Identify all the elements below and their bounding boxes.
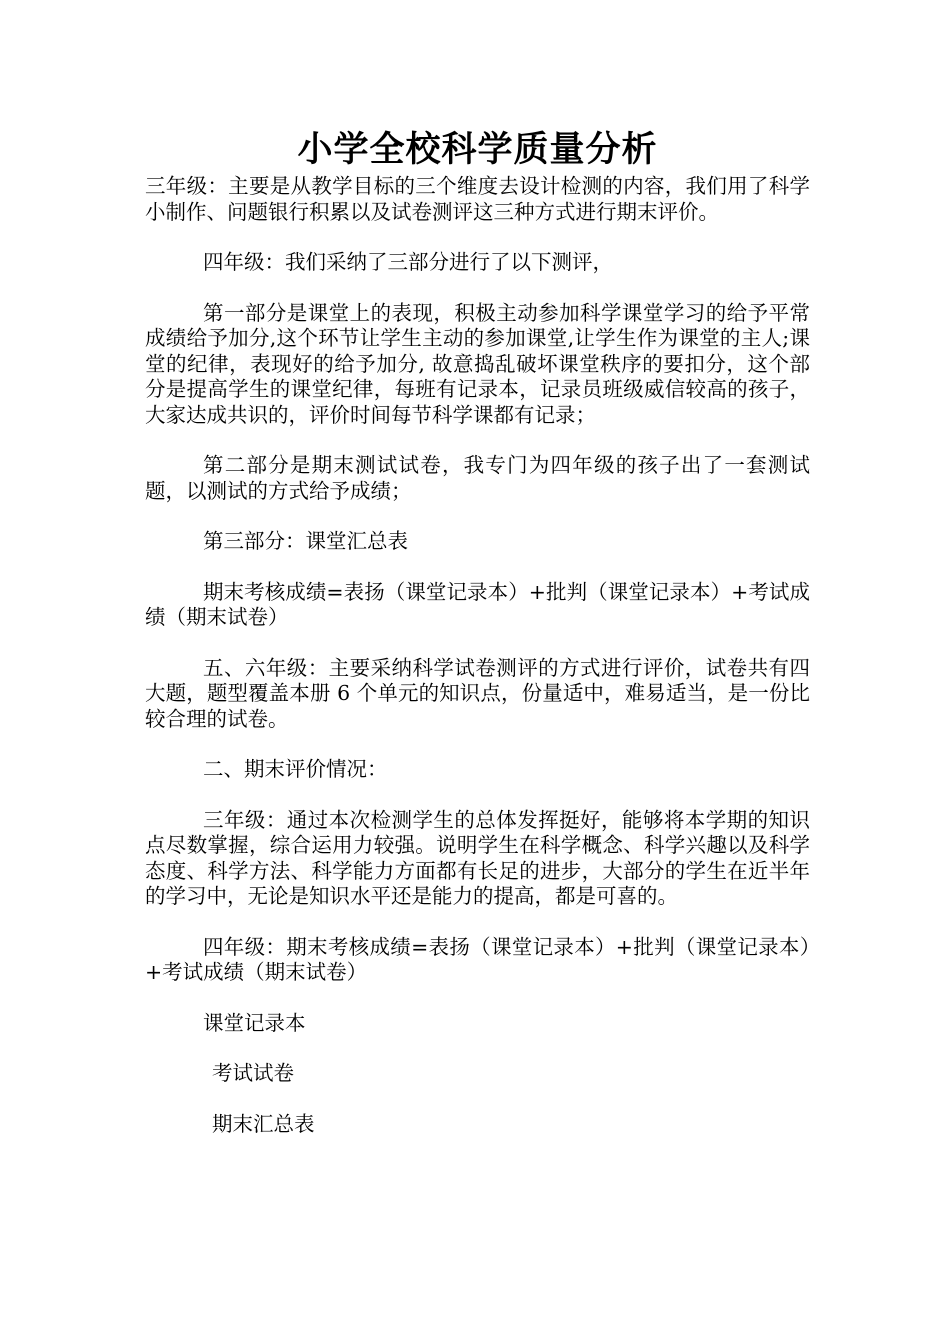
paragraph-part-two: 第二部分是期末测试试卷，我专门为四年级的孩子出了一套测试题，以测试的方式给予成绩；: [145, 453, 810, 503]
paragraph-grade-4-intro: 四年级：我们采纳了三部分进行了以下测评，: [203, 250, 613, 274]
list-item: 课堂记录本: [203, 1010, 306, 1035]
paragraph-grade-5-6: 五、六年级：主要采纳科学试卷测评的方式进行评价，试卷共有四大题，题型覆盖本册 6 个单元的知识点，份量适中，难易适当，是一份比较合理的试卷。: [145, 655, 810, 731]
paragraph-part-one: 第一部分是课堂上的表现，积极主动参加科学课堂学习的给予平常成绩给予加分,这个环节让学生主动的参加课堂,让学生作为课堂的主人;课堂的纪律，表现好的给予加分, 故意捣乱破坏课堂秩序的要扣分，这个部分是提高学生的课堂纪律，每班有记录本，记录员班级威信较高的孩子，大家达成共识的，评价时间每节科学课都有记录；: [145, 300, 810, 427]
paragraph-grade-4-evaluation: 四年级：期末考核成绩=表扬（课堂记录本）+批判（课堂记录本）+考试成绩（期末试卷）: [145, 934, 810, 984]
section-heading-evaluation: 二、期末评价情况：: [203, 757, 388, 781]
document-page: [145, 120, 810, 1137]
list-item: 期末汇总表: [212, 1111, 315, 1136]
paragraph-score-formula: 期末考核成绩=表扬（课堂记录本）+批判（课堂记录本）+考试成绩（期末试卷）: [145, 579, 810, 629]
list-item: 考试试卷: [212, 1061, 294, 1085]
document-title: 小学全校科学质量分析: [297, 129, 658, 170]
paragraph-grade-3-intro: 三年级：主要是从教学目标的三个维度去设计检测的内容，我们用了科学小制作、问题银行积累以及试卷测评这三种方式进行期末评价。: [145, 174, 810, 224]
paragraph-part-three: 第三部分：课堂汇总表: [203, 529, 408, 553]
paragraph-grade-3-evaluation: 三年级：通过本次检测学生的总体发挥挺好，能够将本学期的知识点尽数掌握，综合运用力较强。说明学生在科学概念、科学兴趣以及科学态度、科学方法、科学能力方面都有长足的进步，大部分的学生在近半年的学习中，无论是知识水平还是能力的提高，都是可喜的。: [145, 807, 810, 908]
